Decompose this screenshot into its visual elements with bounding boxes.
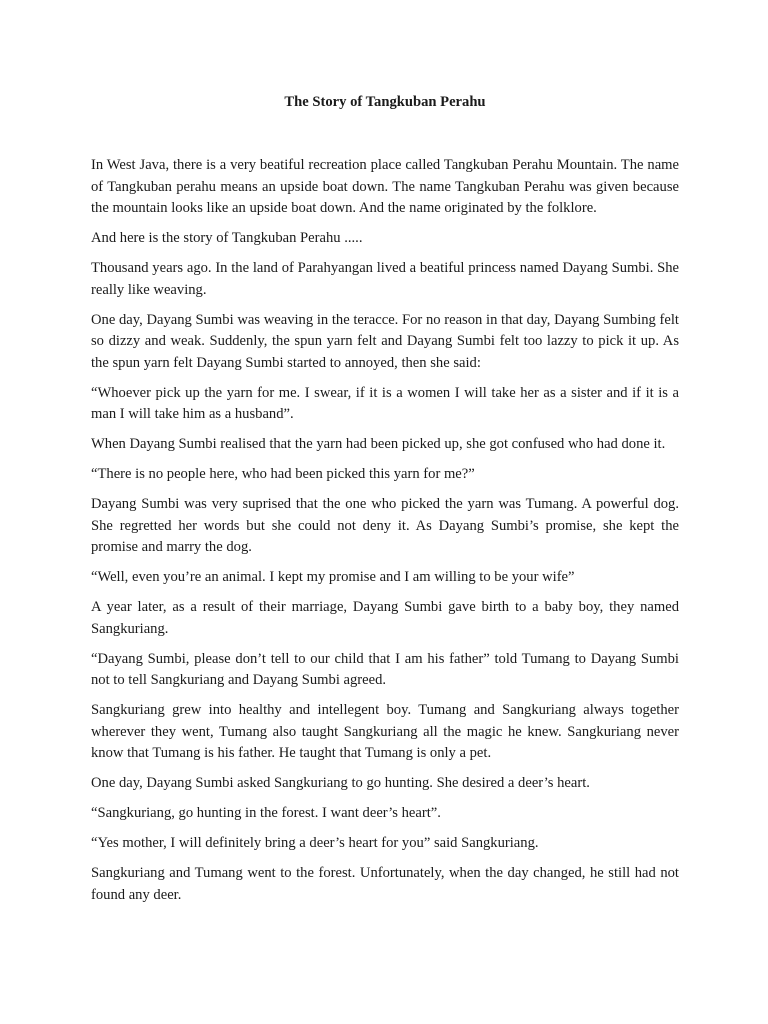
document-title: The Story of Tangkuban Perahu	[284, 94, 486, 110]
paragraph: Sangkuriang grew into healthy and intellegent boy. Tumang and Sangkuriang always together wherever they went, Tumang also taught Sangkuriang all the magic he knew. Sangkuriang never know that Tumang is his father. He taught that Tumang is only a pet.	[91, 702, 679, 761]
paragraph: “Sangkuriang, go hunting in the forest. I want deer’s heart”.	[91, 805, 441, 821]
paragraph: Thousand years ago. In the land of Parahyangan lived a beatiful princess named Dayang Sumbi. She really like weaving.	[91, 260, 679, 298]
document-body	[91, 155, 679, 906]
paragraph: A year later, as a result of their marriage, Dayang Sumbi gave birth to a baby boy, they named Sangkuriang.	[91, 599, 679, 637]
paragraph: In West Java, there is a very beatiful recreation place called Tangkuban Perahu Mountain. The name of Tangkuban perahu means an upside boat down. The name Tangkuban Perahu was given because the mountain looks like an upside boat down. And the name originated by the folklore.	[91, 157, 679, 216]
paragraph: “Well, even you’re an animal. I kept my promise and I am willing to be your wife”	[91, 569, 575, 585]
paragraph: “Whoever pick up the yarn for me. I swear, if it is a women I will take her as a sister and if it is a man I will take him as a husband”.	[91, 384, 679, 422]
paragraph: One day, Dayang Sumbi asked Sangkuriang to go hunting. She desired a deer’s heart.	[91, 775, 590, 791]
paragraph: “Dayang Sumbi, please don’t tell to our child that I am his father” told Tumang to Dayang Sumbi not to tell Sangkuriang and Dayang Sumbi agreed.	[91, 650, 679, 688]
paragraph: Dayang Sumbi was very suprised that the one who picked the yarn was Tumang. A powerful dog. She regretted her words but she could not deny it. As Dayang Sumbi’s promise, she kept the promise and marry the dog.	[91, 496, 679, 555]
paragraph: One day, Dayang Sumbi was weaving in the teracce. For no reason in that day, Dayang Sumbing felt so dizzy and weak. Suddenly, the spun yarn felt and Dayang Sumbi felt too lazzy to pick it up. As the spun yarn felt Dayang Sumbi started to annoyed, then she said:	[91, 311, 679, 371]
paragraph: “Yes mother, I will definitely bring a deer’s heart for you” said Sangkuriang.	[91, 835, 539, 851]
paragraph: “There is no people here, who had been picked this yarn for me?”	[91, 466, 475, 482]
paragraph: When Dayang Sumbi realised that the yarn had been picked up, she got confused who had done it.	[91, 436, 666, 452]
paragraph: Sangkuriang and Tumang went to the forest. Unfortunately, when the day changed, he still had not found any deer.	[91, 865, 679, 903]
paragraph: And here is the story of Tangkuban Perahu .....	[91, 230, 363, 246]
